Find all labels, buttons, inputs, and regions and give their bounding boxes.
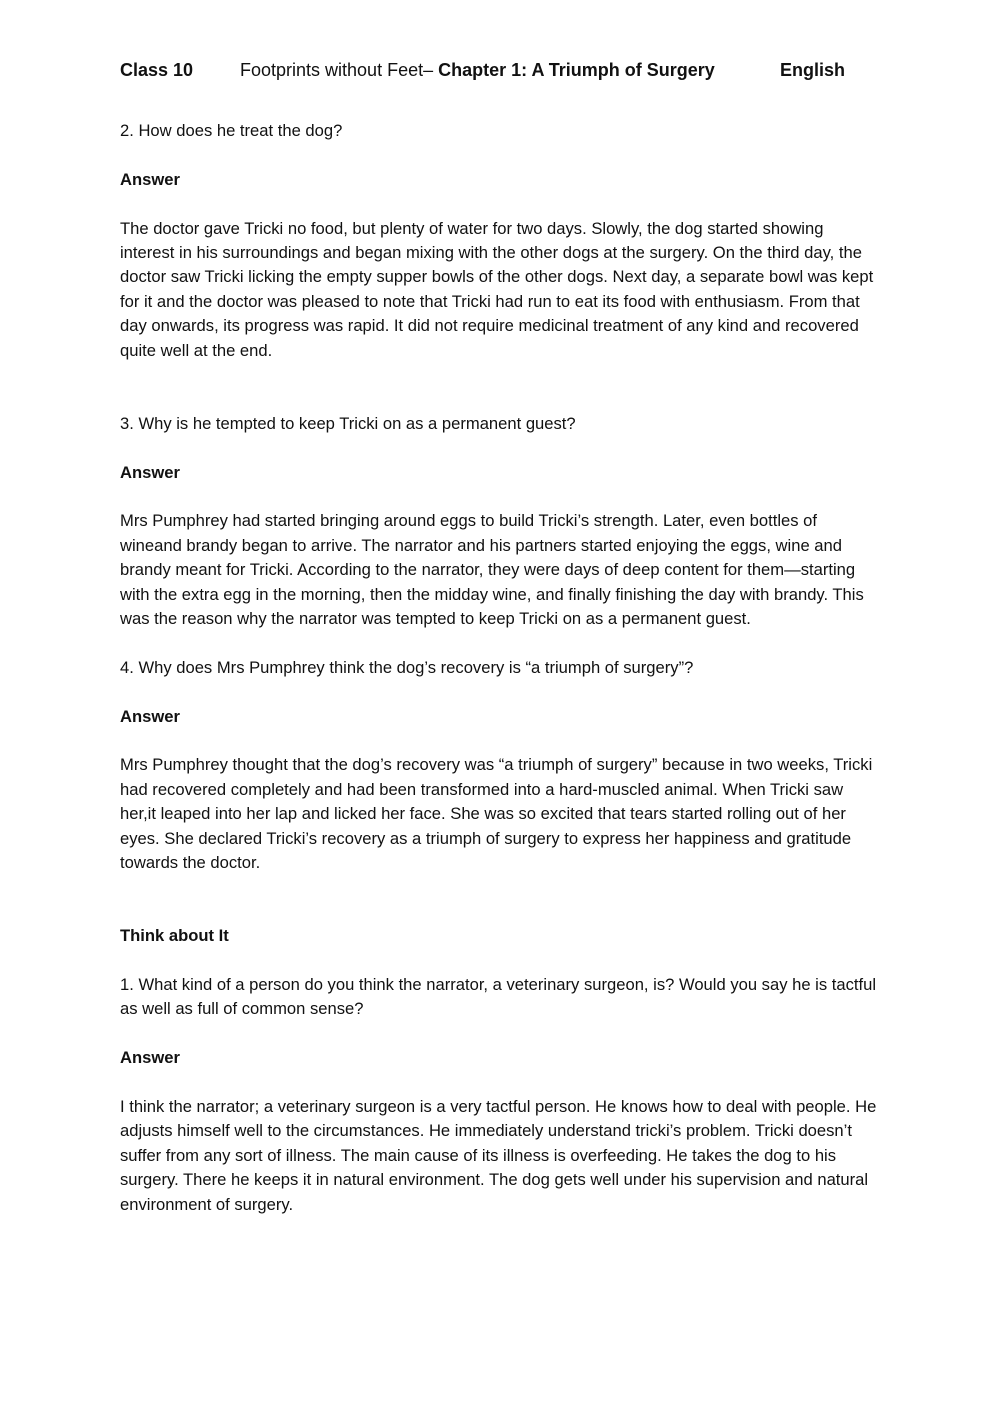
- chapter-title: Chapter 1: A Triumph of Surgery: [438, 60, 715, 80]
- book-chapter-title: [240, 60, 715, 81]
- class-label: Class 10: [120, 60, 194, 80]
- answer-3: Mrs Pumphrey had started bringing around eggs to build Tricki’s strength. Later, even bottles of wineand brandy began to arrive. The narrator and his partners started enjoying the eggs, wine and brandy meant for Tricki. According to the narrator, they were days of deep content for them—starting with the extra egg in the morning, then the midday wine, and finally finishing the day with brandy. This was the reason why the narrator was tempted to keep Tricki on as a permanent guest.: [120, 511, 864, 629]
- question-3: 3. Why is he tempted to keep Tricki on as a permanent guest?: [120, 413, 576, 433]
- subject-label: English: [780, 60, 846, 80]
- question-4: 4. Why does Mrs Pumphrey think the dog’s recovery is “a triumph of surgery”?: [120, 657, 694, 677]
- answer-label: Answer: [120, 462, 180, 482]
- question-2: 2. How does he treat the dog?: [120, 121, 343, 140]
- answer-2: The doctor gave Tricki no food, but plenty of water for two days. Slowly, the dog started showing interest in his surroundings and began mixing with the other dogs at the surgery. On the third day, the doctor saw Tricki licking the empty supper bowls of the other dogs. Next day, a separate bowl was kept for it and the doctor was pleased to note that Tricki had run to eat its food with enthusiasm. From that day onwards, its progress was rapid. It did not require medicinal treatment of any kind and recovered quite well at the end.: [120, 218, 874, 360]
- think-question-1: 1. What kind of a person do you think the narrator, a veterinary surgeon, is? Would you say he is tactful as well as full of common sense?: [120, 975, 877, 1019]
- answer-label: Answer: [120, 1048, 180, 1068]
- page-header: [120, 60, 880, 88]
- answer-4: Mrs Pumphrey thought that the dog’s recovery was “a triumph of surgery” because in two weeks, Tricki had recovered completely and had been transformed into a hard-muscled animal. When Tricki saw her,it leaped into her lap and licked her face. She was so excited that tears started rolling out of her eyes. She declared Tricki’s recovery as a triumph of surgery to express her happiness and gratitude towards the doctor.: [120, 755, 873, 873]
- document-body: [120, 119, 880, 1241]
- think-answer-1: I think the narrator; a veterinary surgeon is a very tactful person. He knows how to deal with people. He adjusts himself well to the circumstances. He immediately understand tricki’s problem. Tricki doesn’t suffer from any sort of illness. The main cause of its illness is overfeeding. He takes the dog to his surgery. There he keeps it in natural environment. The dog gets well under his supervision and natural environment of surgery.: [120, 1097, 877, 1214]
- answer-label: Answer: [120, 169, 180, 189]
- section-title: Think about It: [120, 926, 229, 946]
- answer-label: Answer: [120, 706, 180, 726]
- book-title: Footprints without Feet–: [240, 60, 439, 80]
